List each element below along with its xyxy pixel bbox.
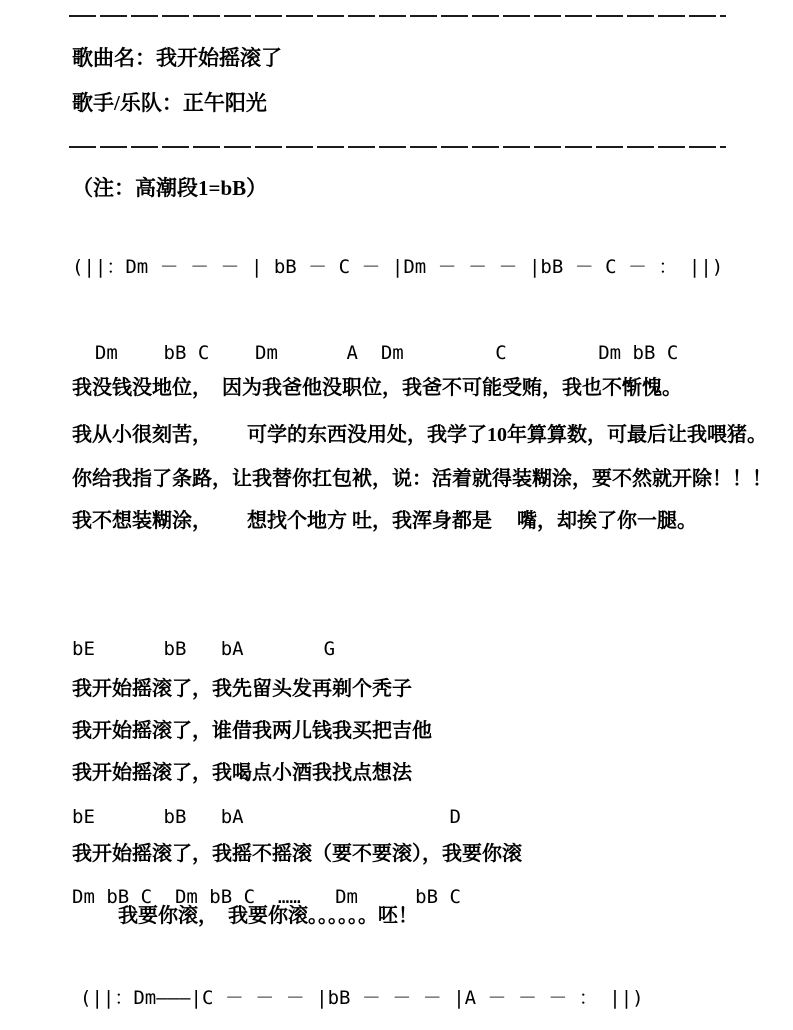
chorus-chord-line-1: bE bB bA G [72, 638, 336, 660]
verse-lyric-line-2: 我从小很刻苦， 可学的东西没用处，我学了10年算算数，可最后让我喂猪。 [72, 424, 767, 446]
outro-lyric-line: 我要你滚， 我要你滚。。。。。。呸！ [118, 905, 418, 927]
chorus-chord-line-2: bE bB bA D [72, 806, 461, 828]
outro-progression: (||：Dm———|C － － － |bB － － － |A － － － ： ||) [80, 987, 644, 1009]
section-divider-top [69, 15, 726, 17]
outro-chord-line: Dm bB C Dm bB C …… Dm bB C [72, 886, 461, 908]
chorus-lyric-line-2: 我开始摇滚了，谁借我两儿钱我买把吉他 [72, 720, 432, 742]
section-divider-header-bottom [69, 146, 726, 148]
song-title: 歌曲名：我开始摇滚了 [72, 46, 282, 70]
key-note: （注：高潮段1=bB） [72, 176, 268, 200]
intro-progression: (||：Dm － － － | bB － C － |Dm － － － |bB － C － ： ||) [72, 256, 724, 278]
chorus-lyric-line-4: 我开始摇滚了，我摇不摇滚（要不要滚），我要你滚 [72, 843, 522, 865]
verse-lyric-line-1: 我没钱没地位， 因为我爸他没职位，我爸不可能受贿，我也不惭愧。 [72, 377, 682, 399]
artist-name: 歌手/乐队：正午阳光 [72, 91, 267, 115]
verse-lyric-line-3: 你给我指了条路，让我替你扛包袱，说：活着就得装糊涂，要不然就开除！！！ [72, 468, 772, 490]
chorus-lyric-line-3: 我开始摇滚了，我喝点小酒我找点想法 [72, 762, 412, 784]
verse-chord-line: Dm bB C Dm A Dm C Dm bB C [72, 342, 679, 364]
verse-lyric-line-4: 我不想装糊涂， 想找个地方 吐，我浑身都是 嘴，却挨了你一腿。 [72, 510, 697, 532]
chorus-lyric-line-1: 我开始摇滚了，我先留头发再剃个秃子 [72, 678, 412, 700]
